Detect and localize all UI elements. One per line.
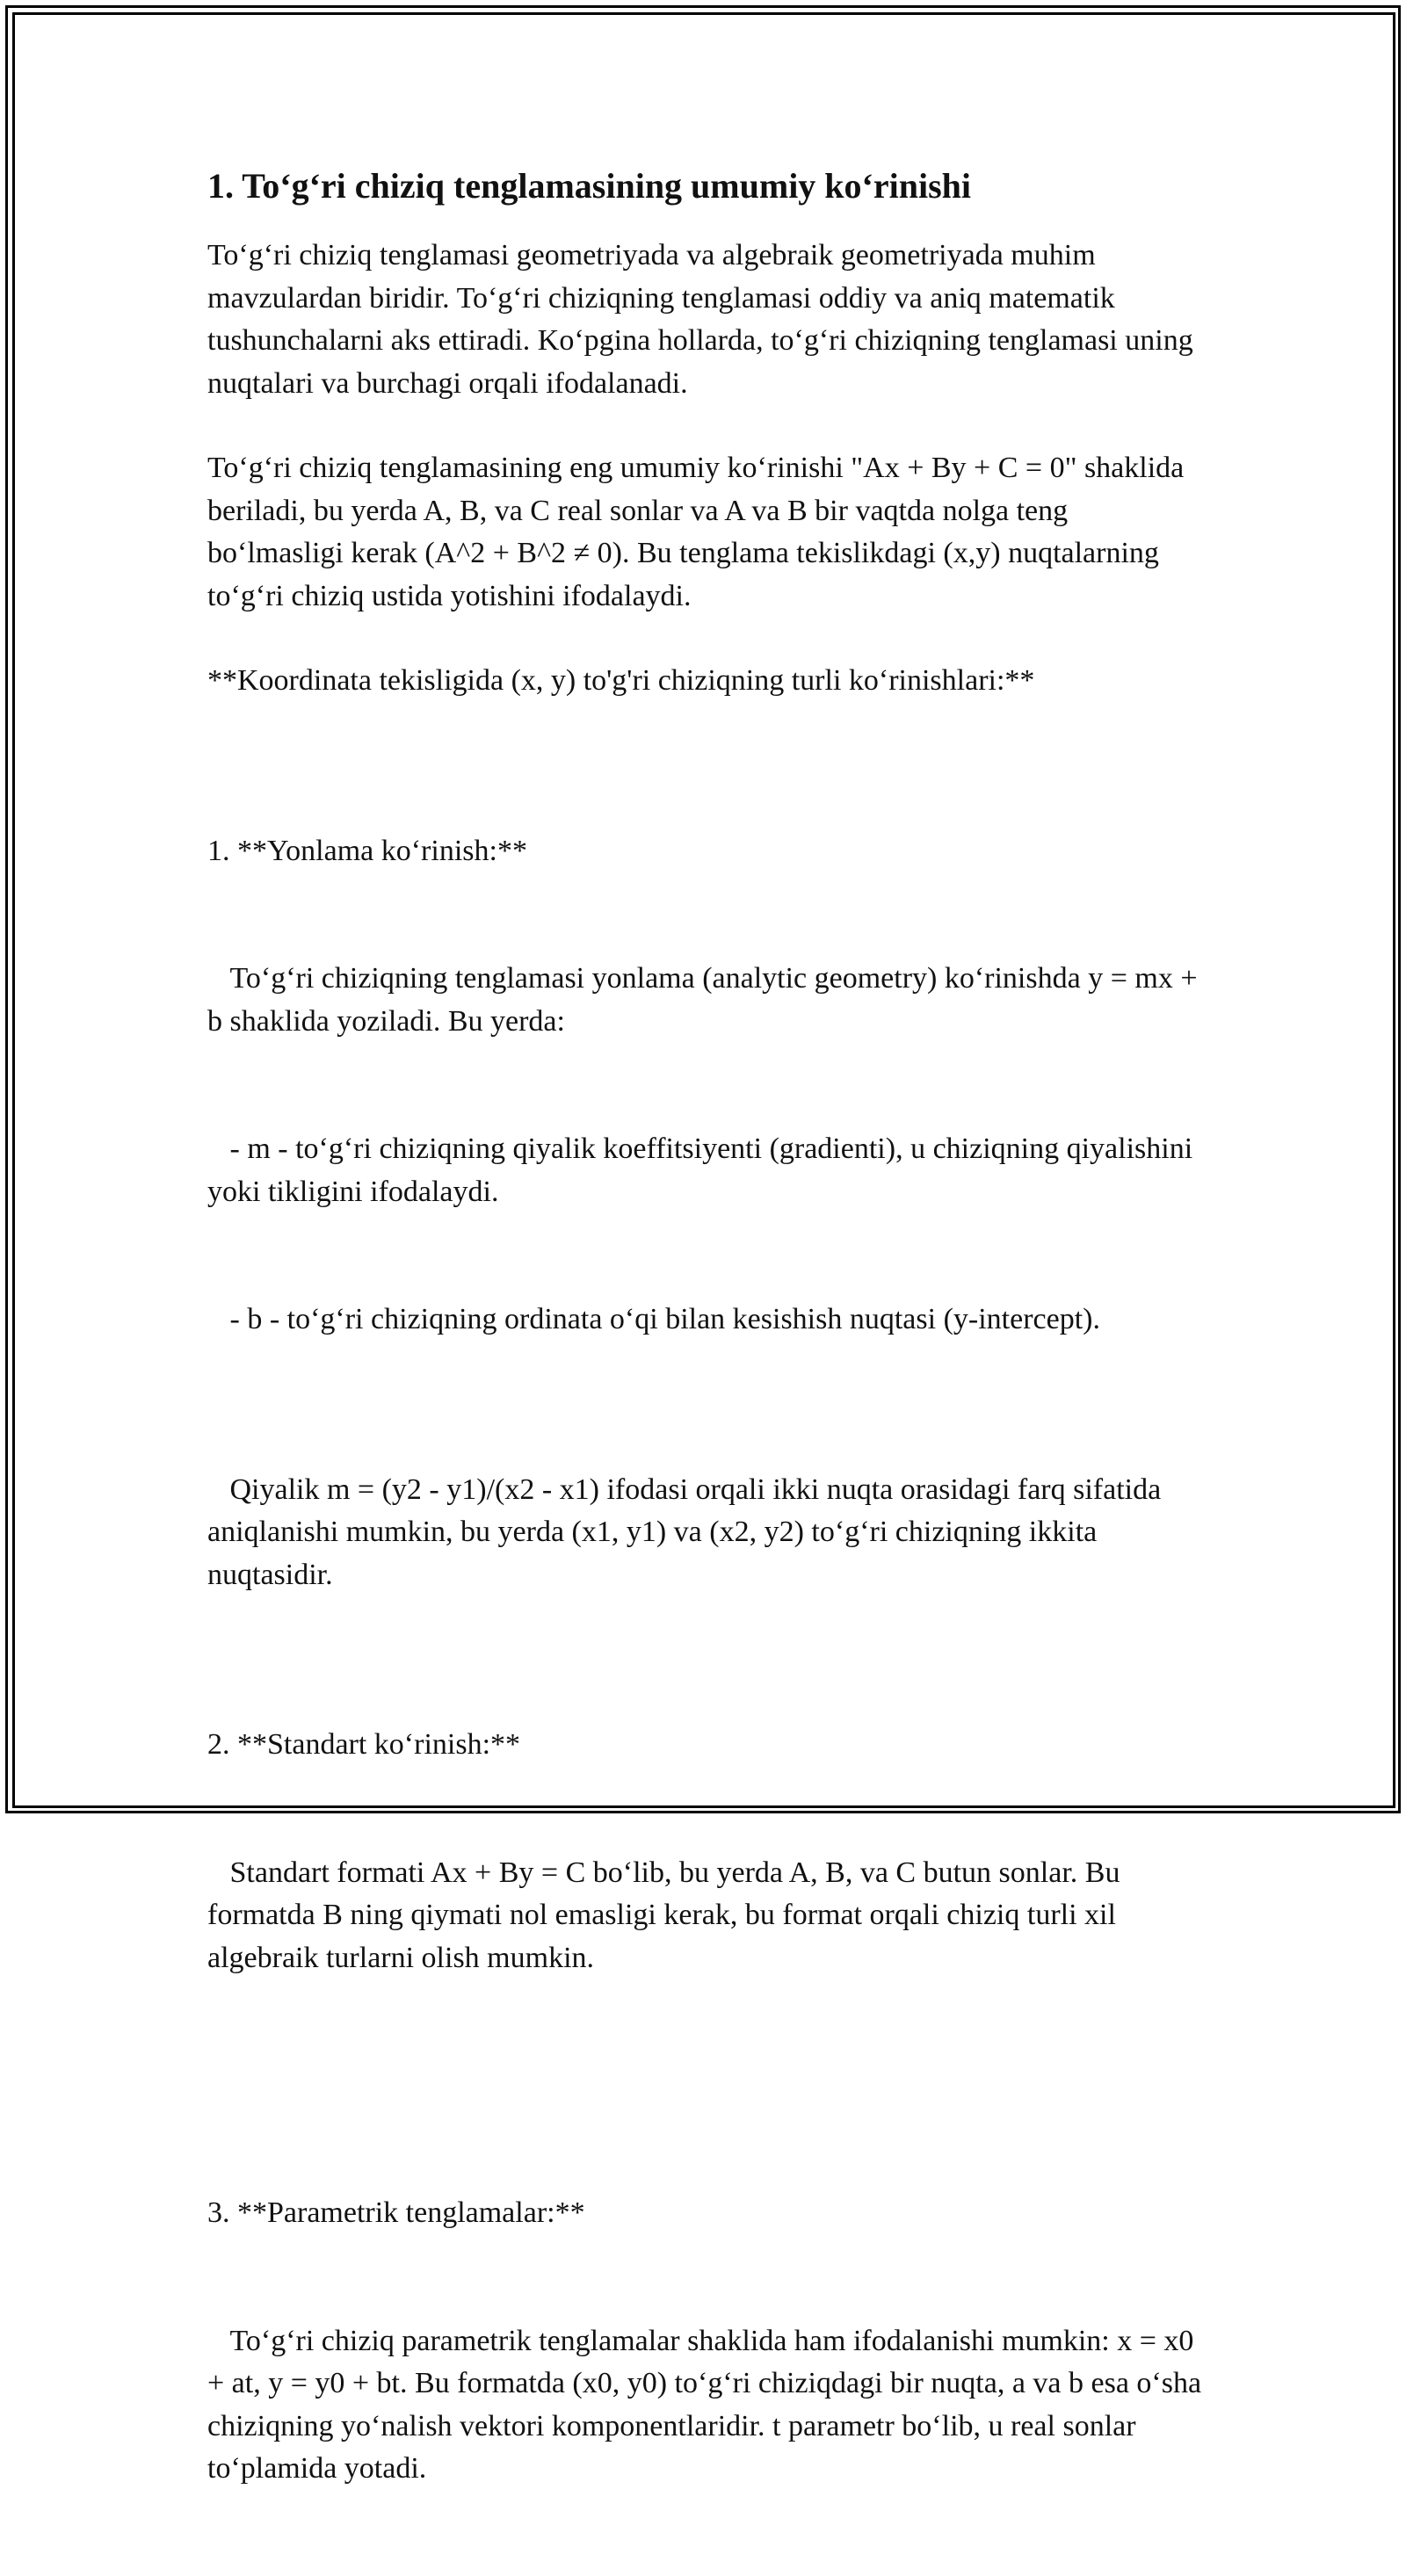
- section-standard-form: [207, 1639, 1209, 2065]
- section-heading: 2. **Standart ko‘rinish:**: [207, 1728, 521, 1761]
- section-text: Standart formati Ax + By = C bo‘lib, bu yerda A, B, va C butun sonlar. Bu formatda B ning qiymati nol emasligi kerak, bu format orqali chiziq turli xil algebraik turlarni olish mumkin.: [207, 1856, 1127, 1974]
- bullet-b: - b - to‘g‘ri chiziqning ordinata o‘qi bilan kesishish nuqtasi (y-intercept).: [207, 1303, 1100, 1335]
- forms-heading-paragraph: **Koordinata tekisligida (x, y) to'g'ri chiziqning turli ko‘rinishlari:**: [207, 664, 1035, 697]
- section-text: To‘g‘ri chiziq parametrik tenglamalar shaklida ham ifodalanishi mumkin: x = x0 + at, y = y0 + bt. Bu formatda (x0, y0) to‘g‘ri chiziqdagi bir nuqta, a va b esa o‘sha chiziqning yo‘nalish vektori komponentlaridir. t parametr bo‘lib, u real sonlar to‘plamida yotadi.: [207, 2324, 1209, 2485]
- document-body: [207, 162, 1209, 2576]
- section-text: To‘g‘ri chiziqning tenglamasi yonlama (analytic geometry) ko‘rinishda y = mx + b shaklida yoziladi. Bu yerda:: [207, 962, 1205, 1038]
- section-heading: 1. **Yonlama ko‘rinish:**: [207, 834, 527, 867]
- document-title: 1. To‘g‘ri chiziq tenglamasining umumiy ko‘rinishi: [207, 166, 972, 206]
- intro-paragraph: To‘g‘ri chiziq tenglamasi geometriyada va algebraik geometriyada muhim mavzulardan biridir. To‘g‘ri chiziqning tenglamasi oddiy va aniq matematik tushunchalarni aks ettiradi. Ko‘pgina hollarda, to‘g‘ri chiziqning tenglamasi uning nuqtalari va burchagi orqali ifodalanadi.: [207, 239, 1201, 400]
- slope-formula-paragraph: Qiyalik m = (y2 - y1)/(x2 - x1) ifodasi orqali ikki nuqta orasidagi farq sifatida aniqlanishi mumkin, bu yerda (x1, y1) va (x2, y2) to‘g‘ri chiziqning ikkita nuqtasidir.: [207, 1473, 1169, 1591]
- bullet-m: - m - to‘g‘ri chiziqning qiyalik koeffitsiyenti (gradienti), u chiziqning qiyalishini yoki tikligini ifodalaydi.: [207, 1132, 1200, 1208]
- section-heading: 3. **Parametrik tenglamalar:**: [207, 2196, 585, 2229]
- section-slope-intercept: [207, 745, 1209, 1427]
- section-parametric-form: [207, 2107, 1209, 2576]
- general-equation-paragraph: To‘g‘ri chiziq tenglamasining eng umumiy ko‘rinishi "Ax + By + C = 0" shaklida beriladi, bu yerda A, B, va C real sonlar va A va B bir vaqtda nolga teng bo‘lmasligi kerak (A^2 + B^2 ≠ 0). Bu tenglama tekislikdagi (x,y) nuqtalarning to‘g‘ri chiziq ustida yotishini ifodalaydi.: [207, 452, 1192, 612]
